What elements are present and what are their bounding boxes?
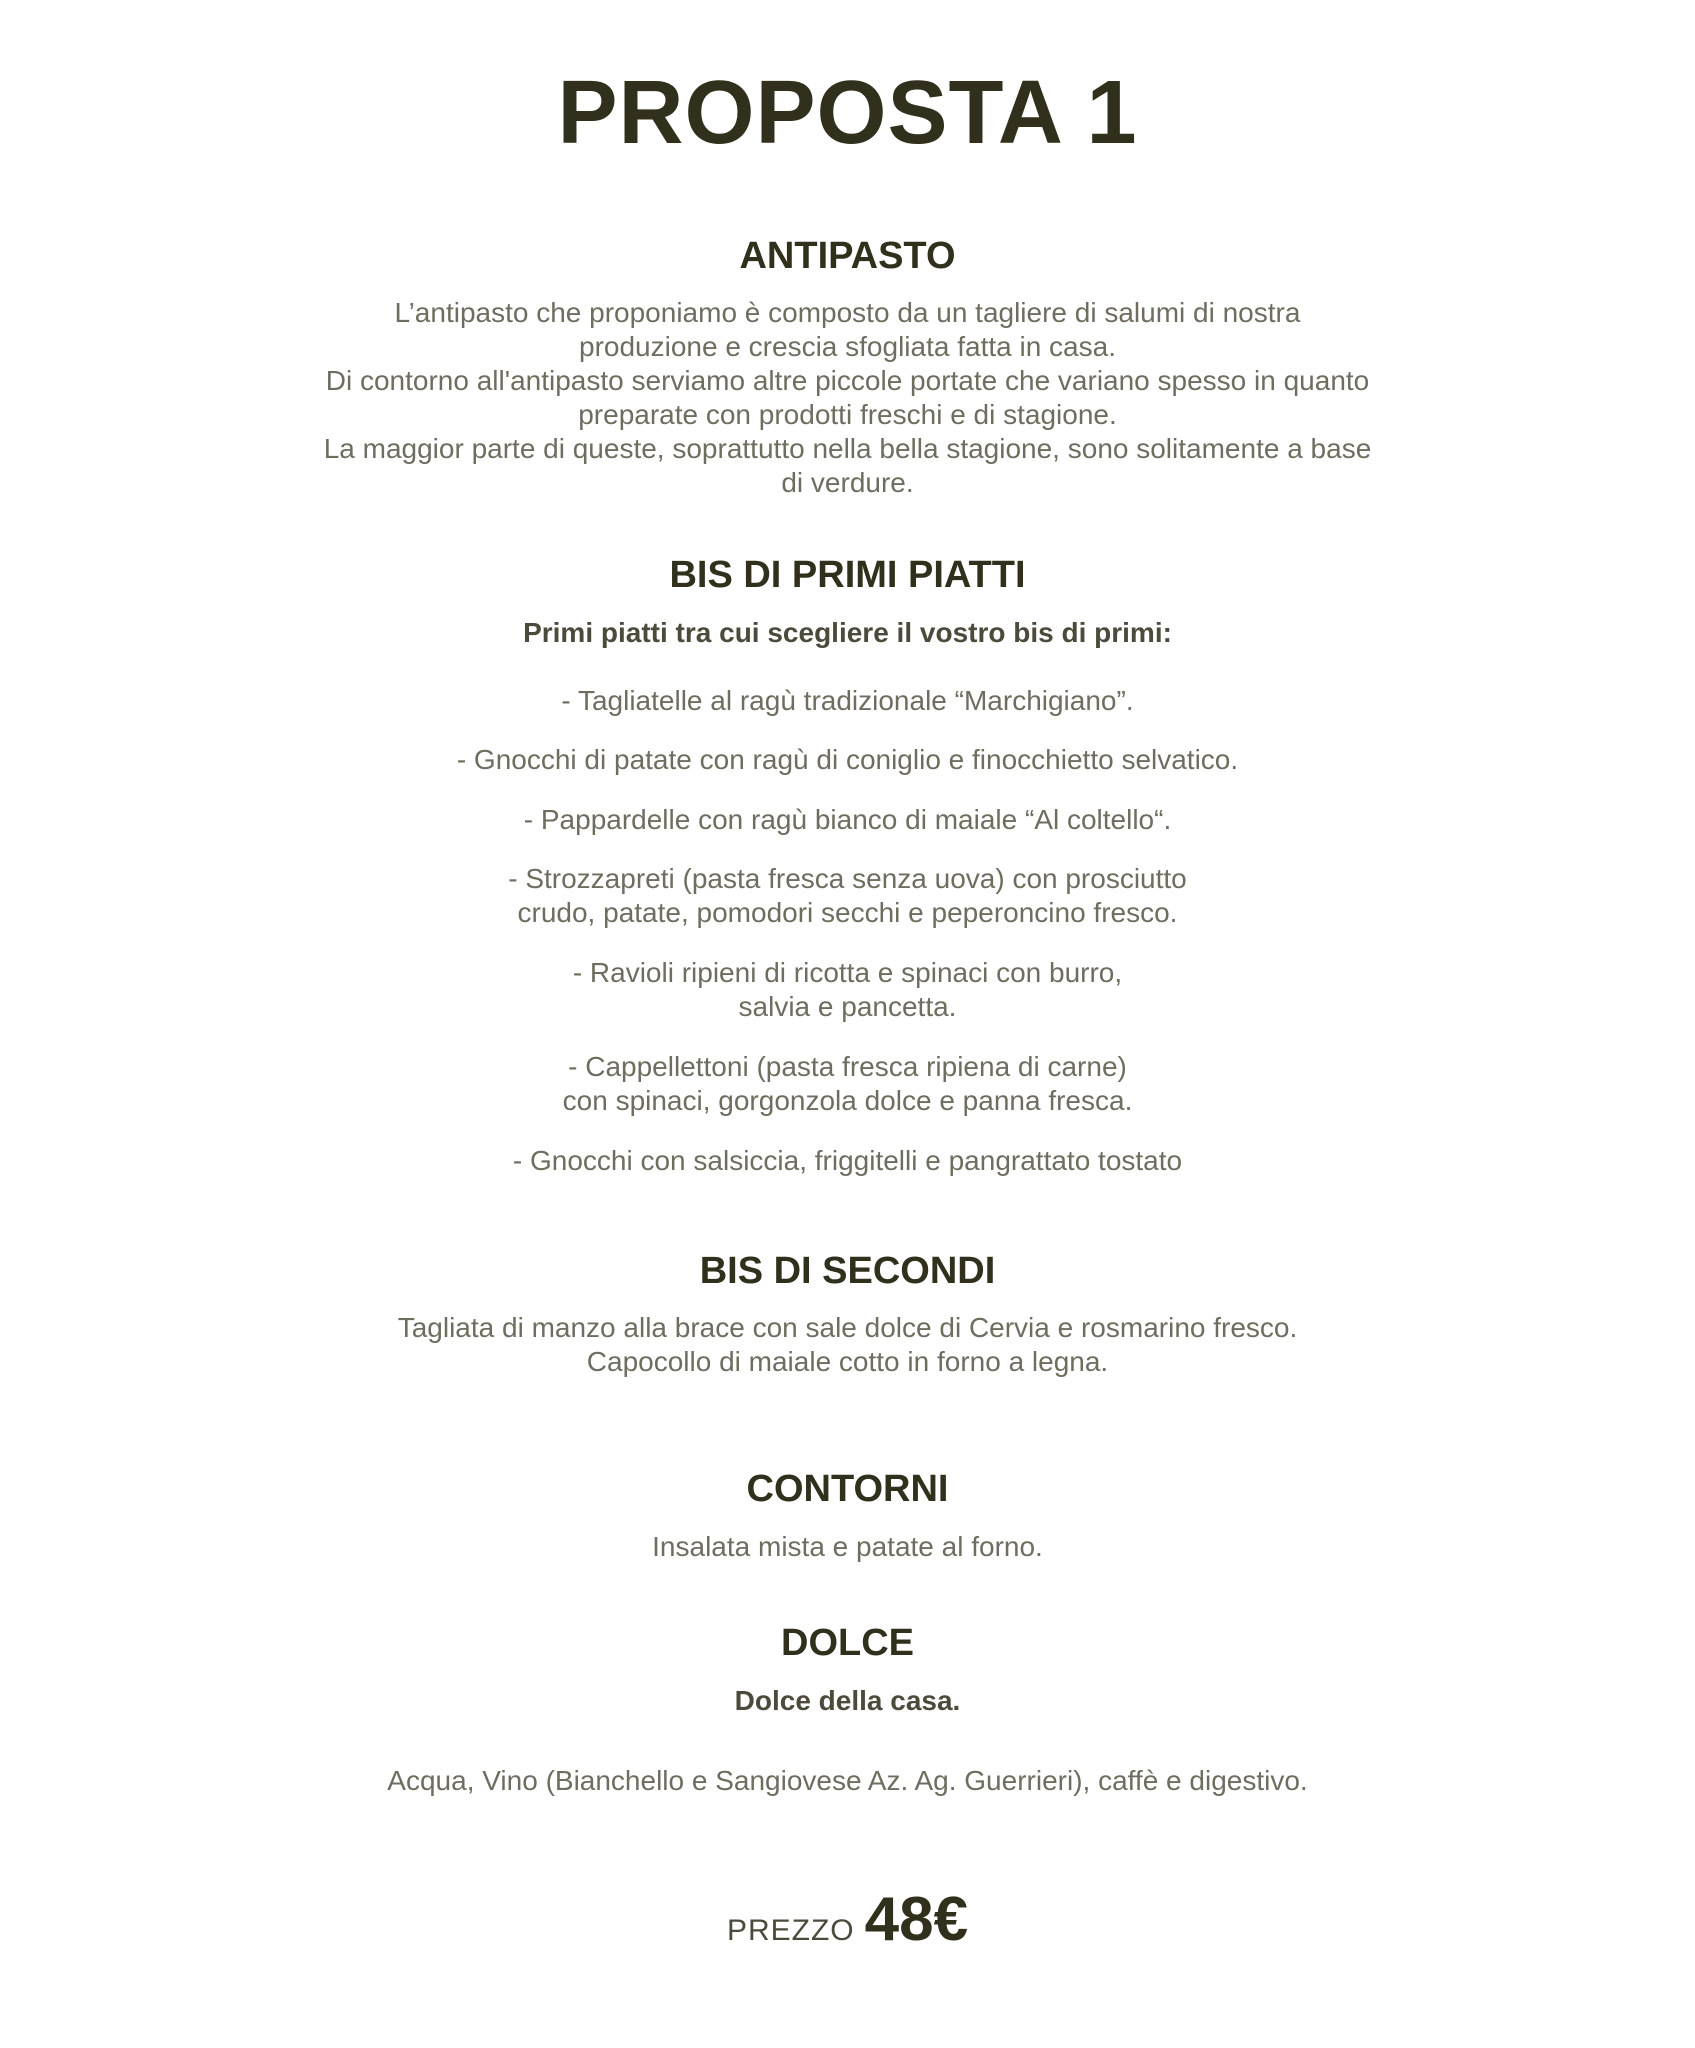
primi-heading: BIS DI PRIMI PIATTI: [669, 554, 1026, 596]
primi-subtitle: Primi piatti tra cui scegliere il vostro bis di primi:: [523, 617, 1172, 648]
bevande-text: Acqua, Vino (Bianchello e Sangiovese Az. Ag. Guerrieri), caffè e digestivo.: [387, 1765, 1308, 1796]
contorni-heading: CONTORNI: [746, 1468, 949, 1510]
antipasto-line: produzione e crescia sfogliata fatta in casa.: [579, 331, 1116, 362]
secondi-description: [0, 1311, 1695, 1379]
antipasto-heading: ANTIPASTO: [739, 235, 956, 277]
primo-dish: - Ravioli ripieni di ricotta e spinaci con burro, salvia e pancetta.: [572, 957, 1123, 1022]
antipasto-line: preparate con prodotti freschi e di stagione.: [578, 399, 1117, 430]
antipasto-line: di verdure.: [781, 467, 914, 498]
secondi-line: Capocollo di maiale cotto in forno a legna.: [586, 1346, 1109, 1377]
price-line: [0, 1880, 1695, 1960]
secondi-line: Tagliata di manzo alla brace con sale dolce di Cervia e rosmarino fresco.: [397, 1312, 1298, 1343]
dolce-text: Dolce della casa.: [734, 1685, 961, 1716]
page-title: PROPOSTA 1: [557, 63, 1138, 163]
antipasto-line: La maggior parte di queste, soprattutto nella bella stagione, sono solitamente a base: [323, 433, 1372, 464]
primo-dish: - Tagliatelle al ragù tradizionale “Marchigiano”.: [561, 685, 1134, 716]
primo-dish: - Gnocchi di patate con ragù di coniglio e finocchietto selvatico.: [456, 744, 1239, 775]
antipasto-line: L’antipasto che proponiamo è composto da un tagliere di salumi di nostra: [394, 297, 1301, 328]
primo-dish: - Strozzapreti (pasta fresca senza uova) con prosciutto crudo, patate, pomodori secchi e peperoncino fresco.: [508, 863, 1187, 928]
antipasto-line: Di contorno all'antipasto serviamo altre piccole portate che variano spesso in quanto: [325, 365, 1370, 396]
dolce-heading: DOLCE: [781, 1622, 914, 1664]
price-value: 48€: [864, 1885, 969, 1954]
antipasto-description: [0, 296, 1695, 500]
primo-dish: - Cappellettoni (pasta fresca ripiena di carne) con spinaci, gorgonzola dolce e panna fresca.: [562, 1051, 1133, 1116]
price-label: PREZZO: [726, 1914, 855, 1947]
primo-dish: - Gnocchi con salsiccia, friggitelli e pangrattato tostato: [512, 1145, 1183, 1176]
secondi-heading: BIS DI SECONDI: [699, 1250, 996, 1292]
contorni-text: Insalata mista e patate al forno.: [652, 1531, 1043, 1562]
primo-dish: - Pappardelle con ragù bianco di maiale “Al coltello“.: [523, 804, 1172, 835]
